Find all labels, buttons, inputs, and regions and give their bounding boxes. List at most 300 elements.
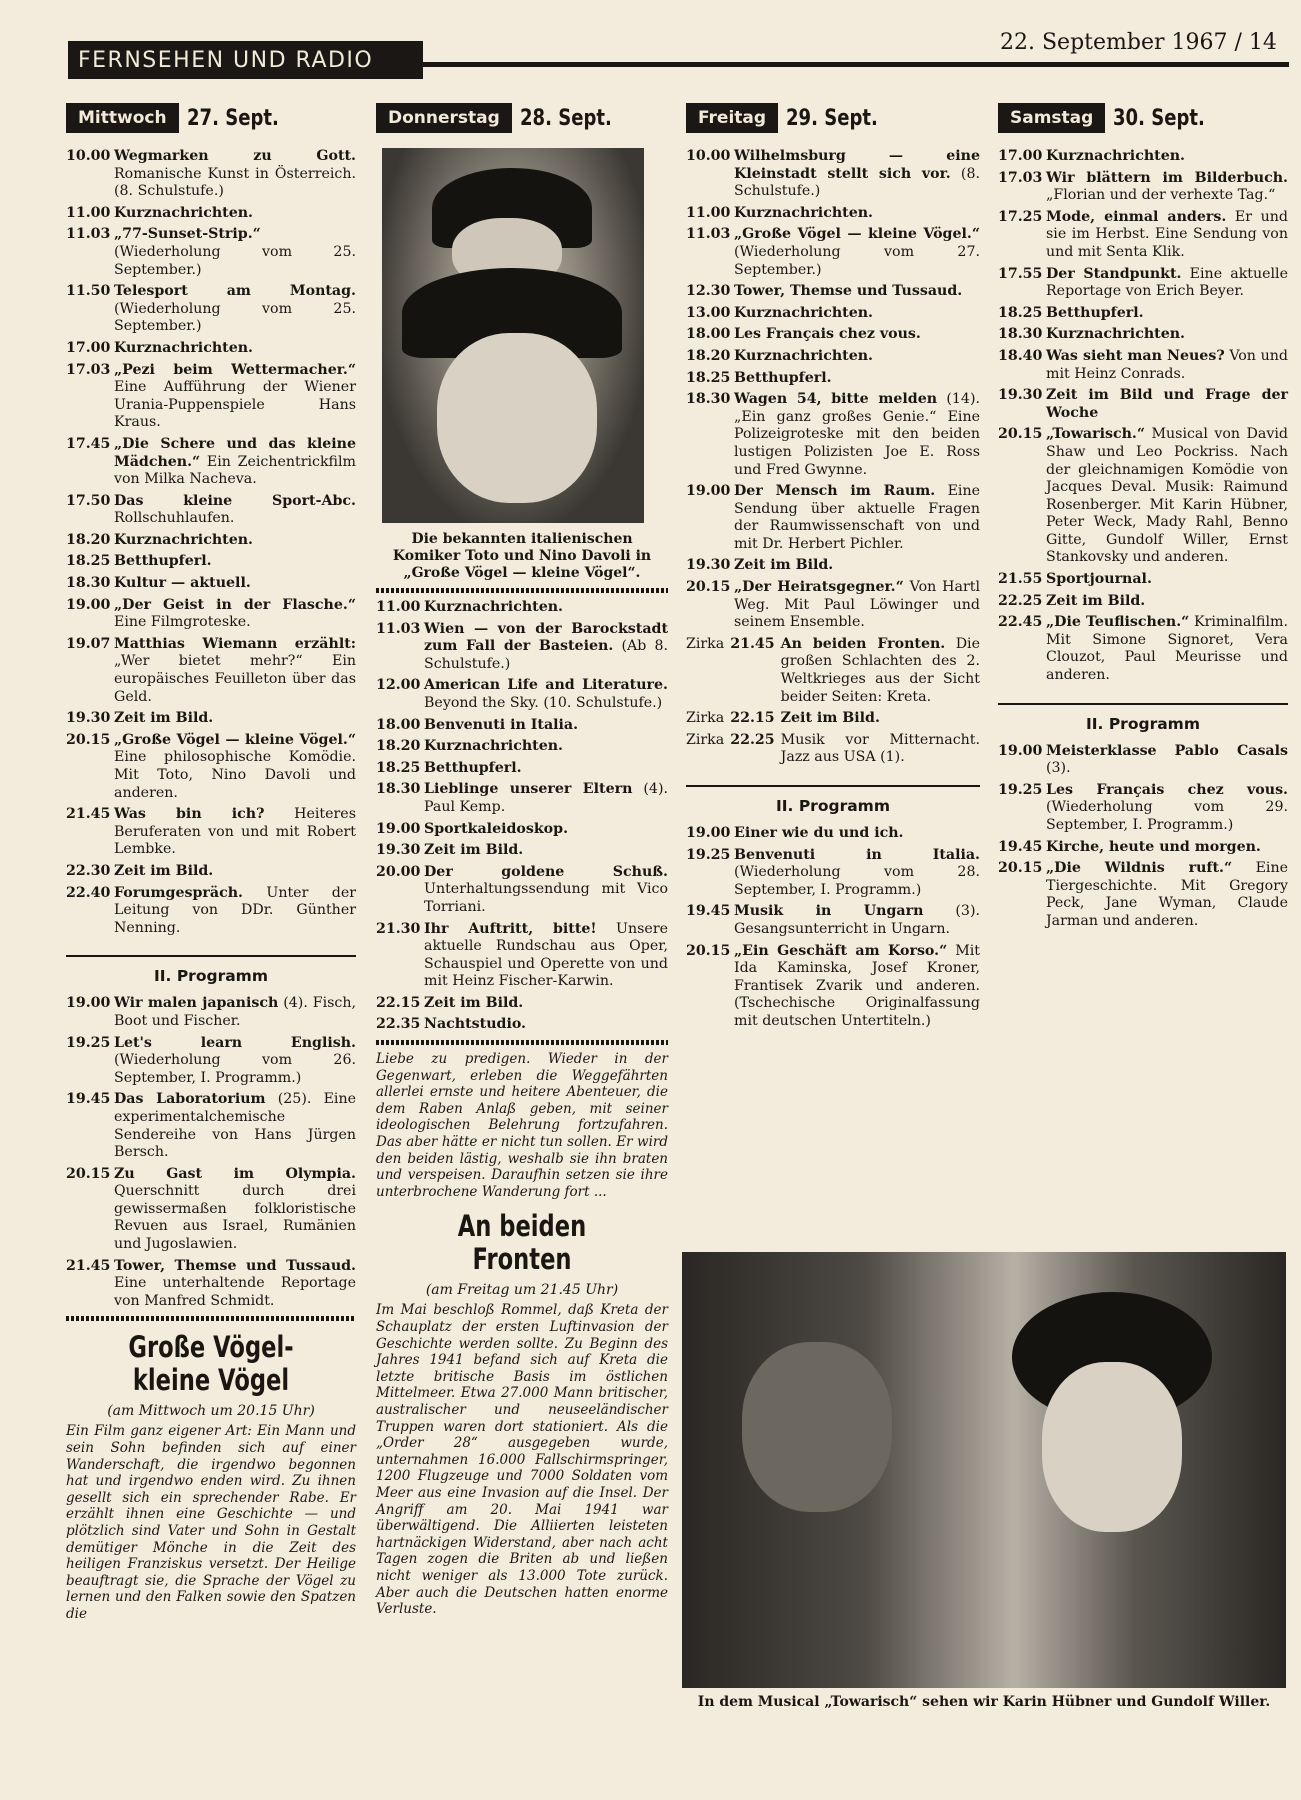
program-title: Zeit im Bild. <box>734 557 834 574</box>
program-time: 21.45 <box>66 1257 111 1274</box>
program-title: Let's learn English. <box>114 1034 356 1051</box>
program-text: Eine Filmgroteske. <box>114 614 251 631</box>
program-text: Musical von David Shaw und Leo Pockriss. Nach der gleichnamigen Komödie von Jacques Deval. Musik: Raimund Rosenberger. Mit Karin Hübner, Peter Weck, Mady Rahl, Benno Gitte, Gundolf Willer, Ernst Stankovsky und anderen. <box>1046 426 1288 566</box>
program-text: Ein Zeichentrickfilm von Milka Nacheva. <box>114 453 357 488</box>
program-time: 19.45 <box>66 1091 111 1108</box>
program-title: Zeit im Bild. <box>424 994 524 1011</box>
program-item <box>686 205 980 223</box>
program-item <box>686 710 980 728</box>
program-time: 11.03 <box>686 226 731 243</box>
program-item <box>686 636 980 706</box>
program-list <box>686 148 980 632</box>
program-description <box>734 483 980 553</box>
program-description <box>424 621 668 674</box>
program-description <box>734 283 980 301</box>
program-item <box>66 732 356 802</box>
program-title: „Pezi beim Wettermacher.“ <box>114 361 356 378</box>
program-item <box>686 825 980 843</box>
program-item <box>376 621 668 674</box>
program-text: (3). Gesangsunterricht in Ungarn. <box>734 903 980 937</box>
program-text: „Wer bietet mehr?“ Ein europäisches Feuilleton über das Geld. <box>114 653 356 705</box>
column-thursday <box>376 100 668 1618</box>
section-header: FERNSEHEN UND RADIO <box>68 41 423 79</box>
program-time: 10.00 <box>66 148 111 164</box>
feature-title-line: Große Vögel- <box>128 1330 294 1365</box>
program-item <box>66 205 356 223</box>
day-heading <box>66 100 356 136</box>
issue-date-page: 22. September 1967 / 14 <box>1000 30 1277 55</box>
program-title: Zeit im Bild. <box>780 710 880 727</box>
program-title: Tower, Themse und Tussaud. <box>114 1257 356 1274</box>
program-title: Betthupferl. <box>114 553 212 570</box>
program-time: 20.15 <box>686 942 731 959</box>
program-title: Wien — von der Barockstadt zum Fall der Basteien. <box>424 620 668 655</box>
day-name: Mittwoch <box>66 103 179 133</box>
program-text: Die großen Schlachten des 2. Weltkrieges aus der Sicht beider Seiten: Kreta. <box>780 635 980 705</box>
program-description <box>1046 593 1288 611</box>
program-time: 19.00 <box>686 825 731 841</box>
program-title: Das kleine Sport-Abc. <box>114 492 356 509</box>
program-title: Betthupferl. <box>734 369 832 386</box>
program-title: „Die Wildnis ruft.“ <box>1046 860 1233 877</box>
program-time: 17.00 <box>66 339 111 356</box>
program-description <box>114 1091 356 1161</box>
program-title: Sportjournal. <box>1046 571 1152 588</box>
program-item <box>66 148 356 201</box>
program-time: 18.25 <box>66 553 111 570</box>
program-title: Les Français chez vous. <box>1046 781 1288 798</box>
program-item <box>376 781 668 816</box>
program-title: Das Laboratorium <box>114 1091 266 1108</box>
program-description <box>114 283 356 336</box>
program-time: 18.20 <box>376 738 421 755</box>
program-title: Was bin ich? <box>114 806 265 823</box>
program-time: 18.30 <box>66 575 111 592</box>
program-description <box>114 995 356 1030</box>
column-saturday <box>998 100 1288 935</box>
dotted-divider <box>376 588 668 593</box>
dotted-divider <box>66 1316 356 1321</box>
program2-list <box>686 825 980 1031</box>
program-time: 19.00 <box>686 483 731 500</box>
program-item <box>998 209 1288 262</box>
program-time: 17.03 <box>998 169 1043 186</box>
program-item <box>376 995 668 1013</box>
program-title: Zeit im Bild. <box>1046 592 1146 609</box>
program-item <box>376 821 668 839</box>
program-item <box>376 1016 668 1034</box>
program-item <box>998 839 1288 857</box>
program-item <box>686 370 980 388</box>
program-description <box>1046 614 1288 684</box>
divider <box>66 955 356 957</box>
program-item <box>686 326 980 344</box>
program-description <box>734 847 980 900</box>
program-title: Kurznachrichten. <box>424 599 563 615</box>
program-text: Romanische Kunst in Österreich. (8. Schulstufe.) <box>114 165 356 200</box>
divider <box>686 785 980 787</box>
program-description <box>114 710 356 728</box>
program-description <box>114 532 356 550</box>
program-item <box>998 743 1288 778</box>
program-item <box>686 847 980 900</box>
program-description <box>424 921 668 991</box>
program-description <box>424 599 668 617</box>
program-title: Forumgespräch. <box>114 884 243 901</box>
program-item <box>66 806 356 859</box>
program-title: Was sieht man Neues? <box>1046 347 1225 364</box>
program-title: Les Français chez vous. <box>734 326 921 343</box>
program-time: 19.45 <box>998 838 1043 855</box>
program-time: 11.50 <box>66 283 111 300</box>
program-text: (25). Eine experimentalchemische Sendereihe von Hans Jürgen Bersch. <box>114 1091 357 1161</box>
face-shape <box>742 1342 892 1512</box>
program-title: „77-Sunset-Strip.“ <box>114 226 261 243</box>
program-text: Heiteres Beruferaten von und mit Robert Lembke. <box>114 806 356 858</box>
program-text: (3). <box>1046 760 1071 777</box>
program-time: 22.15 <box>730 710 775 727</box>
program-description <box>114 226 356 279</box>
program-description <box>424 1016 668 1034</box>
program-time: 21.30 <box>376 920 421 937</box>
program-description <box>734 825 980 843</box>
program-time: 20.15 <box>998 860 1043 877</box>
program-title: Kirche, heute und morgen. <box>1046 838 1261 855</box>
program-title: Ihr Auftritt, bitte! <box>424 920 597 937</box>
program-list <box>66 148 356 937</box>
program-time: 20.15 <box>998 426 1043 443</box>
feature-text: Ein Film ganz eigener Art: Ein Mann und sein Sohn befinden sich auf einer Wanderschaft, die irgendwo begonnen hat und irgendwo enden wird. Zu ihnen gesellt sich ein sprechender Rabe. Er erzählt ihnen eine Geschichte — und plötzlich sind Vater und Sohn in Gestalt demütiger Mönche in die Zeit des heiligen Franziskus versetzt. Der Heilige beauftragt sie, die Sprache der Vögel zu lernen und den Falken sowie den Spatzen die <box>66 1423 356 1622</box>
program-description <box>1046 148 1288 166</box>
program-description <box>114 553 356 571</box>
program-description <box>734 148 980 201</box>
program-title: „Die Teuflischen.“ <box>1046 614 1190 631</box>
program-description <box>781 710 980 728</box>
program-description <box>1046 266 1288 301</box>
program-item <box>686 348 980 366</box>
program-time: 11.03 <box>376 620 421 637</box>
program-item <box>376 717 668 735</box>
program-text: (Wiederholung vom 25. September.) <box>114 300 356 335</box>
program-description <box>1046 348 1288 383</box>
program-title: Einer wie du und ich. <box>734 825 904 841</box>
program-title: Meisterklasse Pablo Casals <box>1046 742 1288 759</box>
program-title: Lieblinge unserer Eltern <box>424 781 633 798</box>
program-item <box>998 170 1288 205</box>
program-description <box>424 760 668 778</box>
program-description <box>424 738 668 756</box>
program-time: 20.15 <box>66 1165 111 1182</box>
program-text: Musik vor Mitternacht. Jazz aus USA (1). <box>780 731 980 766</box>
approx-prefix: Zirka <box>686 731 725 748</box>
program-item <box>66 436 356 489</box>
dotted-divider <box>376 1040 668 1045</box>
program-time: 18.25 <box>686 369 731 386</box>
day-date: 30. Sept. <box>1113 105 1206 131</box>
program-text: Querschnitt durch drei gewissermaßen folkloristische Revuen aus Israel, Rumänien und Jugoslawien. <box>114 1183 356 1253</box>
program-text: Von und mit Heinz Conrads. <box>1046 347 1288 382</box>
program-description <box>781 732 980 767</box>
approx-prefix: Zirka <box>686 710 725 727</box>
program-item <box>998 782 1288 835</box>
program-description <box>1046 571 1288 589</box>
program-description <box>424 995 668 1013</box>
program-description <box>734 579 980 632</box>
program-title: Kurznachrichten. <box>734 347 873 364</box>
program-description <box>114 340 356 358</box>
program-text: (Wiederholung vom 25. September.) <box>114 243 356 278</box>
comedians-photo <box>382 148 644 523</box>
program-time: 22.25 <box>730 731 775 748</box>
program-time: 19.07 <box>66 635 111 652</box>
program-description <box>734 205 980 223</box>
program-item <box>686 943 980 1031</box>
program-title: Matthias Wiemann erzählt: <box>114 635 356 652</box>
program-time: 22.25 <box>998 592 1043 609</box>
feature-subtitle: (am Mittwoch um 20.15 Uhr) <box>107 1403 315 1420</box>
program-title: Kurznachrichten. <box>114 531 253 548</box>
program-time: 21.45 <box>66 806 111 823</box>
program-time: 10.00 <box>686 148 731 164</box>
program-text: (14). „Ein ganz großes Genie.“ Eine Polizeigroteske mit den beiden lustigen Polizisten Joe E. Ross und Fred Gwynne. <box>734 391 980 478</box>
program-description <box>1046 860 1288 930</box>
program-item <box>66 710 356 728</box>
program-title: Zeit im Bild und Frage der Woche <box>1046 387 1288 421</box>
face-shape <box>1042 1362 1182 1532</box>
program-time: 12.00 <box>376 677 421 694</box>
day-heading <box>998 100 1288 136</box>
program-item <box>686 557 980 575</box>
zirka-list <box>686 636 980 767</box>
program-title: Wagen 54, bitte melden <box>734 391 938 408</box>
feature-continued-text: Liebe zu predigen. Wieder in der Gegenwart, erleben die Weggefährten allerlei ernste und heitere Abenteuer, die dem Raben Anlaß geben, mit seiner ideologischen Belehrung fortzufahren. Das aber hätte er nicht tun sollen. Er wird den beiden lästig, weshalb sie ihn braten und verspeisen. Daraufhin setzen sie ihre unterbrochene Wanderung fort ... <box>376 1051 668 1200</box>
program-item <box>686 283 980 301</box>
program-text: Unter der Leitung von DDr. Günther Nenning. <box>114 884 356 936</box>
program-title: Betthupferl. <box>424 759 522 776</box>
program-item <box>66 995 356 1030</box>
program-text: (8. Schulstufe.) <box>734 165 980 200</box>
program-title: Zu Gast im Olympia. <box>114 1165 356 1182</box>
program-time: 19.00 <box>998 742 1043 759</box>
program-description <box>114 1258 356 1311</box>
program-item <box>686 579 980 632</box>
program-title: Kurznachrichten. <box>1046 326 1185 343</box>
program-description <box>424 781 668 816</box>
program-item <box>998 860 1288 930</box>
program-title: Zeit im Bild. <box>114 710 214 727</box>
program-time: 22.30 <box>66 862 111 879</box>
program-text: „Florian und der verhexte Tag.“ <box>1046 187 1276 204</box>
divider <box>998 703 1288 705</box>
program-item <box>686 903 980 938</box>
program-title: Tower, Themse und Tussaud. <box>734 283 963 300</box>
program-description <box>734 326 980 344</box>
program-item <box>66 1258 356 1311</box>
program-item <box>376 760 668 778</box>
program-description <box>114 806 356 859</box>
program-title: Kurznachrichten. <box>1046 148 1185 164</box>
program-description <box>114 732 356 802</box>
day-name: Freitag <box>686 103 778 133</box>
program-time: 11.03 <box>66 226 111 243</box>
program-description <box>114 1166 356 1254</box>
program-description <box>734 370 980 388</box>
program-time: 19.00 <box>66 995 111 1012</box>
program-description <box>114 575 356 593</box>
program-title: Telesport am Montag. <box>114 283 356 300</box>
day-heading <box>686 100 980 136</box>
program-text: (4). Fisch, Boot und Fischer. <box>114 995 357 1029</box>
program-item <box>66 1035 356 1088</box>
program-time: 18.30 <box>376 781 421 798</box>
program-item <box>998 148 1288 166</box>
program-text: (Wiederholung vom 29. September, I. Programm.) <box>1046 799 1288 833</box>
program-text: Eine aktuelle Reportage von Erich Beyer. <box>1046 265 1288 300</box>
column-wednesday <box>66 100 356 1623</box>
program-text: Eine philosophische Komödie. Mit Toto, Nino Davoli und anderen. <box>114 749 356 801</box>
program-text: Eine Tiergeschichte. Mit Gregory Peck, Jane Wyman, Claude Jarman und anderen. <box>1046 860 1288 929</box>
program-time: 18.00 <box>376 716 421 733</box>
program-text: Er und sie im Herbst. Eine Sendung von und mit Senta Klik. <box>1046 208 1288 260</box>
program-time: 17.50 <box>66 492 111 509</box>
program-item <box>66 636 356 706</box>
header-rule <box>423 62 1289 67</box>
program-text: Eine Sendung über aktuelle Fragen der Raumwissenschaft von und mit Dr. Herbert Pichler. <box>734 483 980 552</box>
program-description <box>424 864 668 917</box>
program-text: (Wiederholung vom 28. September, I. Programm.) <box>734 864 980 898</box>
feature-title: An beiden Fronten <box>457 1209 587 1277</box>
program-title: Kurznachrichten. <box>114 339 253 356</box>
program-description <box>734 226 980 279</box>
program2-list <box>998 743 1288 931</box>
photo-caption: Die bekannten italienischen Komiker Toto und Nino Davoli in „Große Vögel — kleine Vögel“. <box>392 531 652 581</box>
program-title: „Ein Geschäft am Korso.“ <box>734 942 948 959</box>
program-time: 11.00 <box>686 204 731 221</box>
program-title: Zeit im Bild. <box>424 842 524 859</box>
program-time: 18.30 <box>686 391 731 408</box>
program-list <box>998 148 1288 685</box>
program-title: Kurznachrichten. <box>734 204 873 221</box>
program-time: 20.00 <box>376 863 421 880</box>
program-title: Nachtstudio. <box>424 1016 526 1033</box>
program-item <box>66 362 356 432</box>
towarisch-photo <box>682 1252 1286 1688</box>
program-time: 22.35 <box>376 1016 421 1033</box>
program2-heading: II. Programm <box>154 967 268 986</box>
program-description <box>1046 326 1288 344</box>
program2-heading: II. Programm <box>1086 714 1200 733</box>
program-title: Benvenuti in Italia. <box>424 716 579 733</box>
program-time: 17.55 <box>998 265 1043 282</box>
program-text: Von Hartl Weg. Mit Paul Löwinger und seinem Ensemble. <box>734 579 980 631</box>
program-text: Eine unterhaltende Reportage von Manfred Schmidt. <box>114 1275 356 1309</box>
program-item <box>376 599 668 617</box>
program-time: 17.25 <box>998 208 1043 225</box>
program-description <box>1046 839 1288 857</box>
program-title: An beiden Fronten. <box>780 635 946 652</box>
program-item <box>376 842 668 860</box>
feature-text: Im Mai beschloß Rommel, daß Kreta der Schauplatz der ersten Luftinvasion der Geschichte werden sollte. Zu Beginn des Jahres 1941 befand sich auf Kreta die letzte britische Basis im östlichen Mittelmeer. Etwa 27.000 Mann britischer, australischer und neuseeländischer Truppen waren dort stationiert. Als die „Order 28“ ausgegeben wurde, unternahmen 16.000 Fallschirmspringer, 1200 Flugzeuge und 7000 Soldaten vom Meer aus eine Invasion auf die Insel. Der Angriff am 20. Mai 1941 war überwältigend. Die Alliierten leisteten hartnäckigen Widerstand, aber nach acht Tagen zogen die Briten ab und ließen nicht weniger als 13.000 Tote zurück. Aber auch die Deutschen hatten enorme Verluste. <box>376 1302 668 1618</box>
program-item <box>66 575 356 593</box>
program-description <box>424 717 668 735</box>
program-description <box>114 436 356 489</box>
program-description <box>1046 305 1288 323</box>
program-title: „Der Geist in der Flasche.“ <box>114 596 356 613</box>
program-title: Wilhelmsburg — eine Kleinstadt stellt sich vor. <box>734 148 980 182</box>
program-title: Der Mensch im Raum. <box>734 483 936 500</box>
program-item <box>998 266 1288 301</box>
program-item <box>686 148 980 201</box>
program-title: Sportkaleidoskop. <box>424 820 569 837</box>
program-text: Unsere aktuelle Rundschau aus Oper, Schauspiel und Operette von und mit Heinz Fischer-Karwin. <box>424 920 668 990</box>
program-item <box>998 387 1288 422</box>
program-time: 18.20 <box>686 347 731 364</box>
program-time: 18.00 <box>686 326 731 343</box>
program-time: 19.00 <box>66 596 111 613</box>
program-time: 19.45 <box>686 903 731 920</box>
program-title: Wir malen japanisch <box>114 995 279 1012</box>
face-shape <box>437 333 597 503</box>
program-title: Musik in Ungarn <box>734 903 924 920</box>
program-title: „Große Vögel — kleine Vögel.“ <box>114 731 356 748</box>
program-time: 19.30 <box>66 710 111 727</box>
program-item <box>66 283 356 336</box>
program-item <box>376 864 668 917</box>
program-description <box>424 842 668 860</box>
program-title: Wir blättern im Bilderbuch. <box>1046 169 1288 186</box>
program-description <box>114 863 356 881</box>
program-time: 22.45 <box>998 614 1043 631</box>
column-friday <box>686 100 980 1035</box>
program-time: 22.15 <box>376 994 421 1011</box>
program-item <box>998 326 1288 344</box>
program-title: Kultur — aktuell. <box>114 575 251 592</box>
program-text: Kriminalfilm. Mit Simone Signoret, Vera Clouzot, Paul Meurisse und anderen. <box>1046 614 1288 684</box>
approx-prefix: Zirka <box>686 635 725 652</box>
day-date: 27. Sept. <box>186 105 279 131</box>
program-time: 17.03 <box>66 361 111 378</box>
program-item <box>66 885 356 938</box>
day-date: 29. Sept. <box>786 105 878 131</box>
program-time: 18.25 <box>376 759 421 776</box>
feature-title <box>98 1331 324 1397</box>
program-description <box>114 597 356 632</box>
program-description <box>114 493 356 528</box>
program-item <box>686 732 980 767</box>
program-time: 18.40 <box>998 347 1043 364</box>
feature-title-line: kleine Vögel <box>132 1363 290 1398</box>
program-title: „Die Schere und das kleine Mädchen.“ <box>114 435 356 470</box>
program-text: Mit Ida Kaminska, Josef Kroner, Frantisek Zvarik und anderen. (Tschechische Originalfassung mit deutschen Untertiteln.) <box>734 942 980 1029</box>
program-title: Kurznachrichten. <box>734 304 873 321</box>
program-title: Der goldene Schuß. <box>424 863 668 880</box>
program-item <box>686 226 980 279</box>
program-time: 11.00 <box>376 599 421 615</box>
program-time: 18.20 <box>66 531 111 548</box>
program-item <box>376 921 668 991</box>
program-description <box>114 362 356 432</box>
program-time: 21.45 <box>730 635 775 652</box>
program-item <box>686 483 980 553</box>
program-item <box>998 593 1288 611</box>
day-name: Samstag <box>998 103 1105 133</box>
program-text: Eine Aufführung der Wiener Urania-Puppenspiele Hans Kraus. <box>114 379 356 431</box>
day-name: Donnerstag <box>376 103 512 133</box>
program-title: American Life and Literature. <box>424 677 668 694</box>
program-description <box>114 636 356 706</box>
program-item <box>998 348 1288 383</box>
program2-list <box>66 995 356 1310</box>
